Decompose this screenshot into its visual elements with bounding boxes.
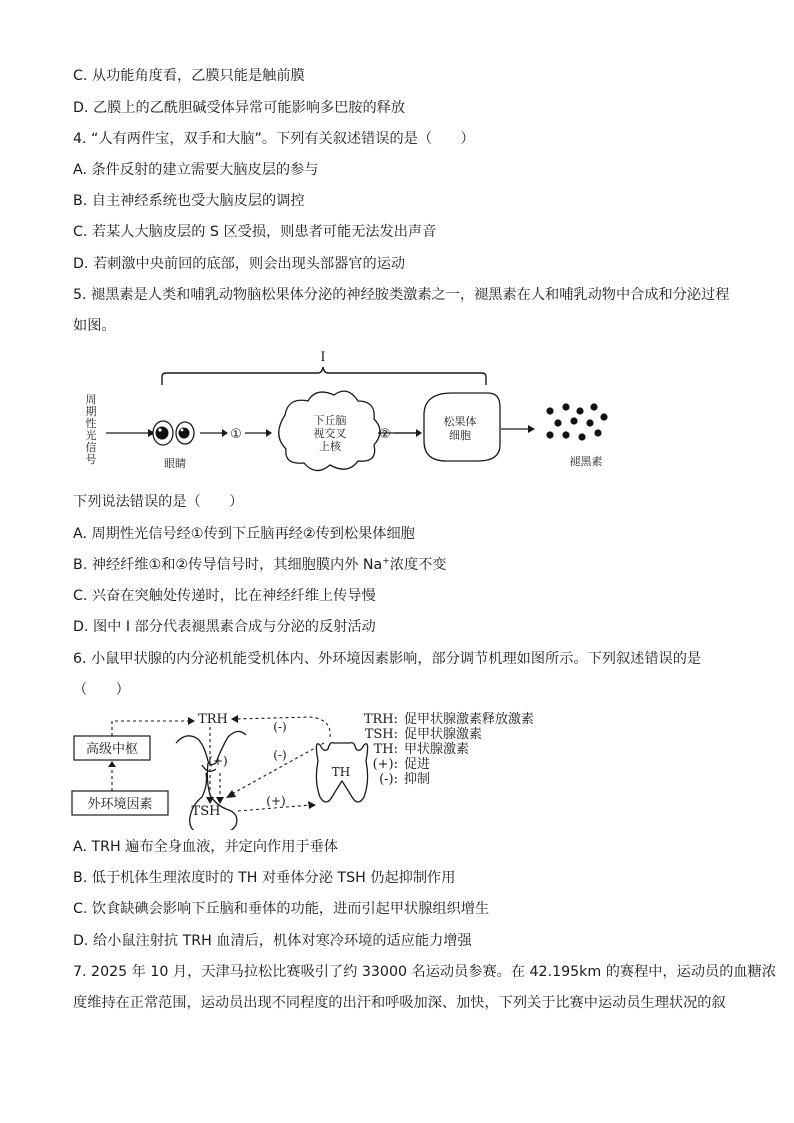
- fiber-1-label: ①: [230, 427, 242, 442]
- th-label: TH: [331, 765, 351, 779]
- svg-text:促甲状腺激素: 促甲状腺激素: [404, 727, 483, 742]
- svg-text:TSH:: TSH:: [364, 727, 398, 742]
- svg-text:性: 性: [85, 417, 97, 430]
- svg-text:信: 信: [85, 441, 97, 454]
- q4-option-a: A. 条件反射的建立需要大脑皮层的参与: [73, 162, 319, 178]
- q5-question: 下列说法错误的是（ ）: [73, 494, 244, 510]
- pineal-label-2: 细胞: [449, 429, 471, 442]
- svg-text:号: 号: [85, 453, 97, 466]
- q5-stem-line1: 5. 褪黑素是人类和哺乳动物脑松果体分泌的神经胺类激素之一，褪黑素在人和哺乳动物中合成和分泌过程: [73, 287, 730, 303]
- brace: [162, 367, 486, 385]
- q3-option-c: C. 从功能角度看，乙膜只能是触前膜: [73, 68, 305, 84]
- svg-text:TH:: TH:: [373, 742, 398, 757]
- q5-option-a: A. 周期性光信号经①传到下丘脑再经②传到松果体细胞: [73, 526, 415, 542]
- melatonin-pathway-diagram: [80, 345, 640, 480]
- fiber-2-label: ②: [379, 427, 391, 442]
- melatonin-dots: [546, 403, 607, 440]
- q4-option-d: D. 若刺激中央前回的底部，则会出现头部器官的运动: [73, 256, 406, 272]
- q4-option-c: C. 若某人大脑皮层的 S 区受损，则患者可能无法发出声音: [73, 224, 437, 240]
- svg-text:高级中枢: 高级中枢: [85, 742, 139, 757]
- q3-option-d: D. 乙膜上的乙酰胆碱受体异常可能影响多巴胺的释放: [73, 100, 406, 116]
- light-signal-label: [86, 393, 97, 466]
- q7-stem-line2: 度维持在正常范围，运动员出现不同程度的出汗和呼吸加深、加快，下列关于比赛中运动员生理状况的叙: [73, 995, 726, 1011]
- q5-option-c: C. 兴奋在突触处传递时，比在神经纤维上传导慢: [73, 588, 376, 604]
- svg-text:抑制: 抑制: [404, 772, 431, 787]
- tsh-label: TSH: [191, 804, 221, 819]
- legend: [364, 711, 534, 787]
- svg-text:TRH:: TRH:: [363, 712, 398, 727]
- q4-stem: 4. “人有两件宝，双手和大脑”。下列有关叙述错误的是（ ）: [73, 131, 475, 147]
- hypothalamus-label-2: 视交叉: [313, 427, 347, 440]
- q6-option-a: A. TRH 遍布全身血液，并定向作用于垂体: [73, 839, 338, 855]
- q6-stem-line1: 6. 小鼠甲状腺的内分泌机能受机体内、外环境因素影响，部分调节机理如图所示。下列叙述错误的是: [73, 651, 702, 667]
- hypothalamus-label-3: 上核: [319, 440, 341, 453]
- pineal-label-1: 松果体: [443, 415, 477, 428]
- q6-stem-line2: （ ）: [73, 682, 130, 698]
- svg-text:促甲状腺激素释放激素: 促甲状腺激素释放激素: [404, 712, 535, 727]
- trh-label: TRH: [198, 712, 228, 727]
- q6-option-c: C. 饮食缺碘会影响下丘脑和垂体的功能，进而引起甲状腺组织增生: [73, 901, 490, 917]
- svg-text:期: 期: [85, 405, 97, 418]
- svg-text:(-): (-): [273, 748, 287, 762]
- q6-option-d: D. 给小鼠注射抗 TRH 血清后，机体对寒冷环境的适应能力增强: [73, 933, 472, 949]
- svg-text:(+):: (+):: [372, 757, 398, 772]
- svg-text:(-): (-): [273, 720, 287, 734]
- svg-text:周: 周: [85, 393, 97, 406]
- melatonin-label: 褪黑素: [569, 455, 603, 468]
- svg-text:甲状腺激素: 甲状腺激素: [404, 742, 470, 757]
- q6-option-b: B. 低于机体生理浓度时的 TH 对垂体分泌 TSH 仍起抑制作用: [73, 870, 456, 886]
- brace-label: I: [320, 350, 326, 365]
- q4-option-b: B. 自主神经系统也受大脑皮层的调控: [73, 193, 305, 209]
- q7-stem-line1: 7. 2025 年 10 月，天津马拉松比赛吸引了约 33000 名运动员参赛。在 42.195km 的赛程中，运动员的血糖浓: [73, 964, 776, 980]
- svg-text:(-):: (-):: [379, 772, 398, 787]
- eye-label: 眼睛: [164, 457, 186, 470]
- q5-stem-line2: 如图。: [73, 318, 116, 334]
- q5-option-b: B. 神经纤维①和②传导信号时，其细胞膜内外 Na+浓度不变: [73, 556, 447, 573]
- svg-text:(+): (+): [266, 794, 286, 808]
- hypothalamus-label-1: 下丘脑: [313, 414, 347, 427]
- svg-text:光: 光: [85, 429, 97, 442]
- q5-option-d: D. 图中 I 部分代表褪黑素合成与分泌的反射活动: [73, 619, 376, 635]
- svg-text:外环境因素: 外环境因素: [87, 797, 153, 812]
- thyroid-regulation-diagram: [70, 705, 610, 830]
- svg-text:促进: 促进: [404, 757, 431, 772]
- eyes-icon: [153, 421, 194, 445]
- svg-text:(+): (+): [208, 754, 228, 768]
